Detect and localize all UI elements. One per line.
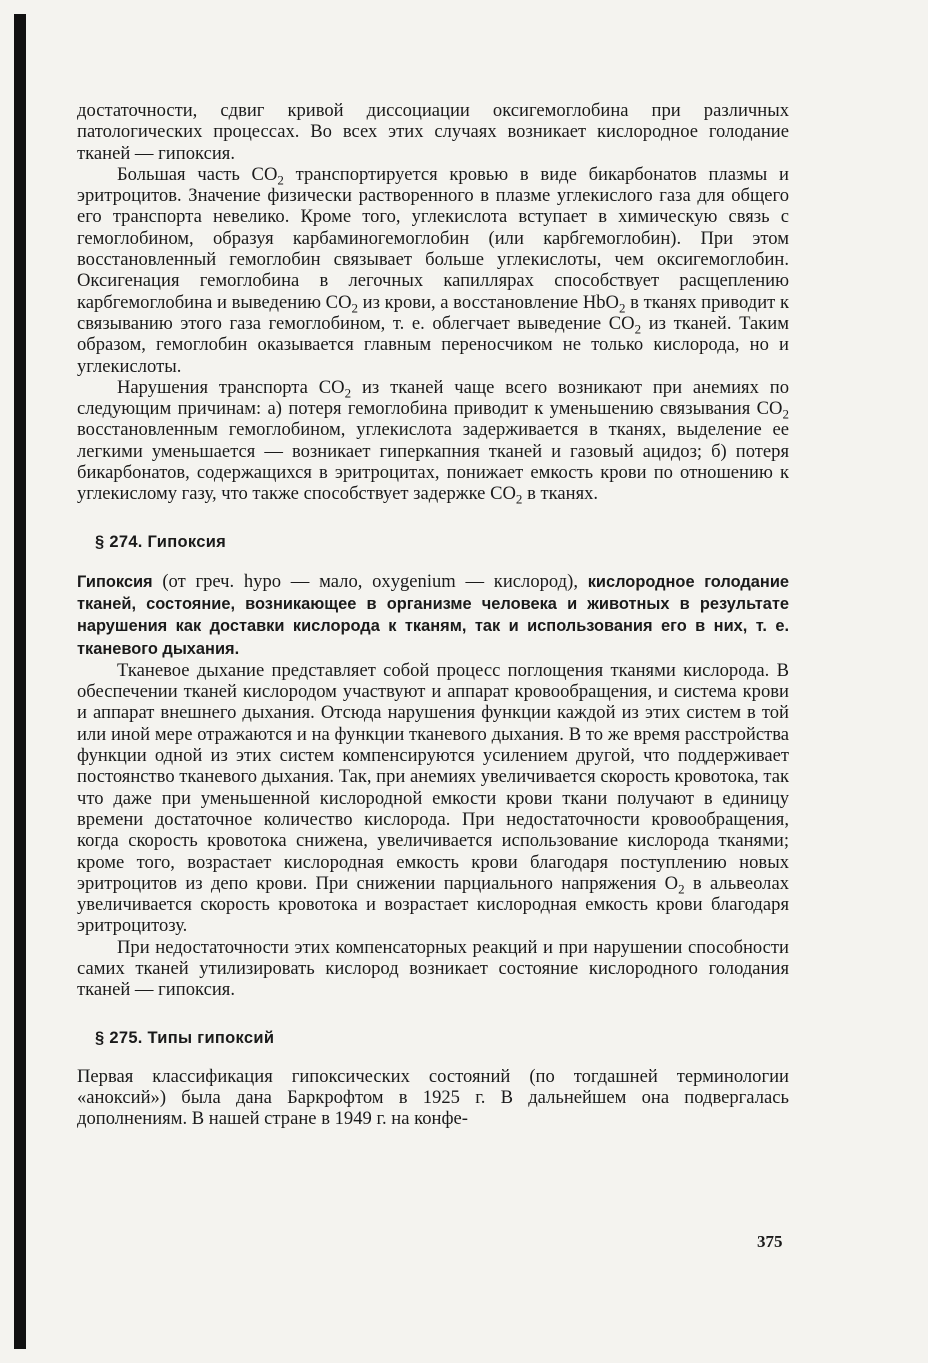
- paragraph-compensation-failure: При недостаточности этих компенсаторных реакций и при нарушении способности самих тканей утилизировать кислород возникает состояние кислородного голодания тканей — гипоксия.: [77, 936, 789, 1001]
- document-page: [77, 100, 789, 1129]
- paragraph-classification: Первая классификация гипоксических состояний (по тогдашней терминологии «аноксий») была дана Баркрофтом в 1925 г. В дальнейшем она подвергалась дополнениям. В нашей стране в 1949 г. на конфе-: [77, 1065, 789, 1130]
- section-heading-275: § 275. Типы гипоксий: [95, 1028, 275, 1047]
- paragraph-hypoxia-definition: Гипоксия (от греч. hypo — мало, oxygenium — кислород), кислородное голодание тканей, состояние, возникающее в организме человека и животных в результате нарушения как доставки кислорода к тканям, так и использования его в них, т. е. тканевого дыхания.: [77, 570, 790, 658]
- paragraph-continuation: достаточности, сдвиг кривой диссоциации оксигемоглобина при различных патологических процессах. Во всех этих случаях возникает кислородное голодание тканей — гипоксия.: [77, 100, 789, 164]
- definition-text: кислородное голодание тканей, состояние, возникающее в организме человека и животных в результате нарушения как доставки кислорода к тканям, так и использования его в них, т. е. тканевого дыхания.: [77, 572, 790, 658]
- binding-edge-shadow: [14, 14, 26, 1349]
- page-number: 375: [757, 1232, 783, 1251]
- term-hypoxia: Гипоксия: [77, 572, 153, 591]
- paragraph-tissue-respiration: Тканевое дыхание представляет собой процесс поглощения тканями кислорода. В обеспечении тканей кислородом участвуют и аппарат кровообращения, и система крови и аппарат внешнего дыхания. Отсюда нарушения функции каждой из этих систем в той или иной мере отражаются и на функции тканевого дыхания. В то же время расстройства функции одной из этих систем компенсируются усилением другой, что поддерживает постоянство тканевого дыхания. Так, при анемиях увеличивается скорость кровотока, так что даже при уменьшенной кислородной емкости крови ткани получают в единицу времени достаточное количество кислорода. При недостаточности кровообращения, когда скорость кровотока снижена, увеличивается использование кислорода тканями; кроме того, возрастает кислородная емкость крови благодаря поступлению новых эритроцитов из депо крови. При снижении парциального напряжения $O_2$ в альвеолах увеличивается скорость кровотока и возрастает кислородная емкость крови благодаря эритроцитозу.: [77, 659, 789, 937]
- paragraph-co2-transport: Большая часть $CO_2$ транспортируется кровью в виде бикарбонатов плазмы и эритроцитов. Значение физически растворенного в плазме углекислого газа для общего его транспорта невелико. Кроме того, углекислота вступает в химическую связь с гемоглобином, образуя карбаминогемоглобин (или карбгемоглобин). При этом восстановленный гемоглобин связывает больше углекислоты, чем оксигемоглобин. Оксигенация гемоглобина в легочных капиллярах способствует расщеплению карбгемоглобина и выведению $CO_2$ из крови, а восстановление HbO$_2$ в тканях приводит к связыванию этого газа гемоглобином, т. е. облегчает выведение $CO_2$ из тканей. Таким образом, гемоглобин оказывается главным переносчиком не только кислорода, но и углекислоты.: [77, 163, 789, 377]
- paragraph-co2-disorders: Нарушения транспорта $CO_2$ из тканей чаще всего возникают при анемиях по следующим причинам: а) потеря гемоглобина приводит к уменьшению связывания $CO_2$ восстановленным гемоглобином, углекислота задерживается в тканях, выделение ее легкими уменьшается — возникает гиперкапния тканей и газовый ацидоз; б) потеря бикарбонатов, содержащихся в эритроцитах, понижает емкость крови по отношению к углекислому газу, что также способствует задержке $CO_2$ в тканях.: [77, 376, 789, 508]
- section-heading-274: § 274. Гипоксия: [95, 532, 227, 551]
